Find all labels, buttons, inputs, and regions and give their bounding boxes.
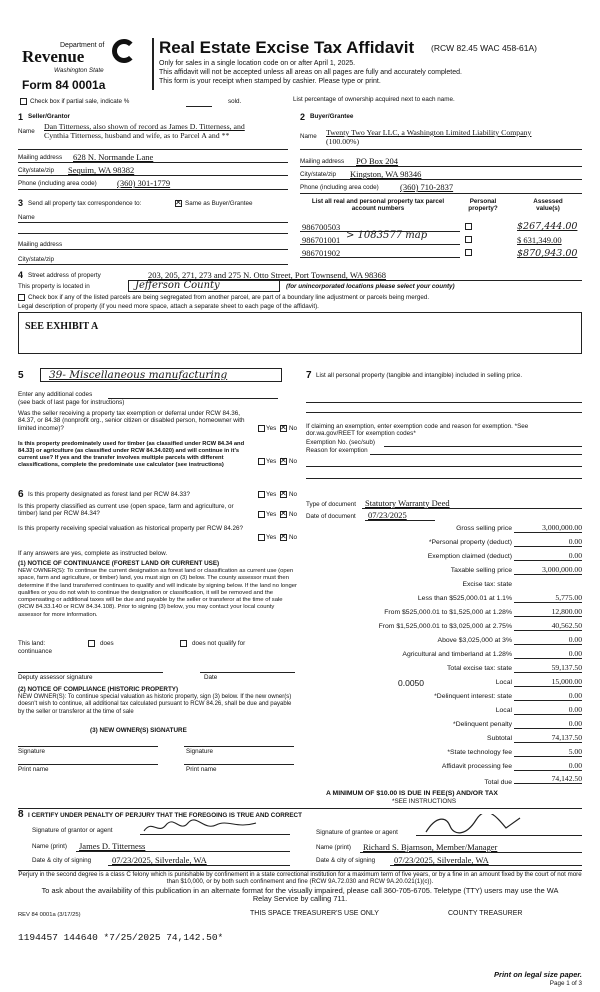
doc-type-label: Type of document	[306, 501, 357, 508]
street-address[interactable]: 203, 205, 271, 273 and 275 N. Otto Street, Port Townsend, WA 98368	[148, 270, 387, 280]
buyer-name-line2[interactable]: (100.00%)	[326, 137, 360, 146]
correspondence-label: Send all property tax correspondence to:	[28, 200, 142, 207]
tax-row-label: Gross selling price	[456, 525, 512, 532]
penalty-label: *Delinquent penalty	[453, 721, 512, 728]
notice-continuance-text: NEW OWNER(S): To continue the current designation as forest land or classification as current use (open space, farm and agriculture, or timber) land, you must sign on (3) below. The county assessor must then determine if the land transferred continues to qualify and will indicate by signing below. If the land no longer qualifies or you do not wish to continue the designation or classification, it will be removed and the compensating or additional taxes will be due and payable by the seller or transferor at the time of sale (RCW 84.33.140 or RCW 84.34.108). Prior to signing (3) below, you may contact your local county assessor for more information.	[18, 568, 297, 618]
logo-swirl-icon	[112, 39, 136, 63]
tax-row-value[interactable]: 3,000,000.00	[514, 566, 582, 575]
buyer-name-label: Name	[300, 133, 317, 140]
certify-heading: I CERTIFY UNDER PENALTY OF PERJURY THAT THE FOREGOING IS TRUE AND CORRECT	[28, 812, 302, 819]
new-owner-signature-heading: (3) NEW OWNER(S) SIGNATURE	[90, 727, 187, 734]
grantor-date-city[interactable]: 07/23/2025, Silverdale, WA	[112, 855, 207, 865]
corr-name-label: Name	[18, 214, 35, 221]
deputy-date-label: Date	[204, 674, 218, 681]
see-instructions-note: *SEE INSTRUCTIONS	[392, 798, 457, 805]
alternate-format-notice: To ask about the availability of this publication in an alternate format for the visually impaired, please call 360-705-6705. Teletype (TTY) users may use the WA Relay Service by calling 711.	[41, 886, 559, 904]
interest-label: *Delinquent interest: state	[434, 693, 512, 700]
personal-property-checkbox[interactable]	[465, 223, 472, 230]
tier-label: Less than $525,000.01 at 1.1%	[417, 595, 512, 602]
grantee-sig-label: Signature of grantee or agent	[316, 829, 398, 836]
legal-description-label: Legal description of property (if you need more space, attach a separate sheet to each page of the affidavit).	[18, 303, 319, 310]
forest-land-question: Is this property designated as forest land per RCW 84.33?	[28, 491, 191, 498]
new-owner-sig-label: Signature	[186, 748, 213, 755]
processing-fee-value[interactable]: 0.00	[514, 762, 582, 771]
tier-value[interactable]: 0.00	[514, 650, 582, 659]
exemption-no-label: Exemption No. (sec/sub)	[306, 439, 375, 446]
interest-local-label: Local	[495, 707, 512, 714]
yes-label: Yes	[266, 534, 277, 541]
parcel-number[interactable]: 986700503	[302, 222, 341, 232]
q6a-no-checkbox[interactable]	[280, 491, 287, 498]
grantee-name[interactable]: Richard S. Bjarnson, Member/Manager	[363, 842, 498, 852]
street-address-label: Street address of property	[28, 272, 101, 279]
q6c-no-checkbox[interactable]	[280, 534, 287, 541]
interest-value[interactable]: 0.00	[514, 692, 582, 701]
timber-question: Is this property predominately used for timber (as classified under RCW 84.34 and 84.33) or agriculture (as classified under RCW 84.34.020) and will continue in it's current use? If yes and the transfer involves multiple parcels with different classifications, complete the predominate use calculator (see instructions)	[18, 441, 245, 468]
partial-sale-label: Check box if partial sale, indicate %	[30, 98, 130, 105]
this-land-label: This land:	[18, 640, 46, 647]
buyer-name-line1[interactable]: Twenty Two Year LLC, a Washington Limited Liability Company	[326, 128, 532, 137]
seller-city-label: City/state/zip	[18, 167, 55, 174]
seller-heading: Seller/Grantor	[28, 113, 70, 120]
tier-label: Above $3,025,000 at 3%	[437, 637, 512, 644]
no-label: No	[289, 458, 298, 465]
yes-label: Yes	[266, 458, 277, 465]
new-owner-sig-label: Signature	[18, 748, 45, 755]
partial-sale-checkbox[interactable]	[20, 98, 27, 105]
seller-mail-label: Mailing address	[18, 154, 63, 161]
minimum-due-note: A MINIMUM OF $10.00 IS DUE IN FEE(S) AND/OR TAX	[326, 790, 498, 797]
parcel-number[interactable]: 986701001	[302, 235, 341, 245]
logo-revenue: Revenue	[22, 47, 85, 66]
logo-state: Washington State	[54, 67, 104, 74]
historic-question: Is this property receiving special valuation as historical property per RCW 84.26?	[18, 525, 244, 532]
header-line2: This affidavit will not be accepted unless all areas on all pages are fully and accurately completed.	[159, 69, 462, 76]
page-number: Page 1 of 3	[549, 980, 582, 987]
does-qualify-checkbox[interactable]	[88, 640, 95, 647]
land-use-code: 39- Miscellaneous manufacturing	[49, 369, 228, 381]
total-due-label: Total due	[484, 779, 512, 786]
exemption-reason-label: Reason for exemption	[306, 447, 368, 454]
personal-col-header: Personal property?	[468, 198, 498, 213]
grantor-name-label: Name (print)	[32, 843, 67, 850]
county-select[interactable]	[128, 280, 280, 292]
grantee-date-label: Date & city of signing	[316, 857, 376, 864]
personal-property-checkbox[interactable]	[465, 236, 472, 243]
tier-value[interactable]: 5,775.00	[514, 594, 582, 603]
grantor-sig-label: Signature of grantor or agent	[32, 827, 113, 834]
grantor-signature[interactable]	[140, 819, 290, 835]
exemption-claim-label: If claiming an exemption, enter exemption code and reason for exemption. *See dor.wa.gov/REET for exemption codes*	[306, 423, 529, 438]
buyer-city[interactable]: Kingston, WA 98346	[350, 169, 422, 179]
see-back-note: (see back of last page for instructions)	[18, 399, 125, 406]
processing-fee-label: Affidavit processing fee	[441, 763, 512, 770]
q5a-no-checkbox[interactable]	[280, 425, 287, 432]
local-label: Local	[495, 679, 512, 686]
yes-label: Yes	[266, 491, 277, 498]
personal-property-list-label: List all personal property (tangible and intangible) included in selling price.	[316, 372, 523, 379]
deputy-assessor-label: Deputy assessor signature	[18, 674, 93, 681]
legal-description-box[interactable]	[18, 312, 582, 354]
no-label: No	[289, 511, 298, 518]
grantor-name[interactable]: James D. Titterness	[79, 841, 146, 851]
buyer-phone[interactable]: (360) 710-2837	[400, 182, 454, 192]
header-line1: Only for sales in a single location code on or after April 1, 2025.	[159, 60, 356, 67]
tier-label: From $1,525,000.01 to $3,025,000 at 2.75%	[378, 623, 512, 630]
doc-type[interactable]: Statutory Warranty Deed	[365, 498, 450, 508]
parcel-number[interactable]: 986701902	[302, 248, 341, 258]
q5a-yes-checkbox[interactable]	[258, 425, 265, 432]
dor-logo	[18, 38, 146, 98]
buyer-city-label: City/state/zip	[300, 171, 337, 178]
cashier-stamp: 1194457 144640 *7/25/2025 74,142.50*	[18, 932, 224, 943]
additional-codes-label: Enter any additional codes	[18, 391, 93, 398]
doc-date-label: Date of document	[306, 513, 356, 520]
notice-continuance-heading: (1) NOTICE OF CONTINUANCE (FOREST LAND OR CURRENT USE)	[18, 560, 220, 567]
q5b-yes-checkbox[interactable]	[258, 458, 265, 465]
no-label: No	[289, 425, 298, 432]
revision-label: REV 84 0001a (3/17/25)	[18, 912, 81, 918]
ownership-note: List percentage of ownership acquired next to each name.	[293, 96, 455, 103]
unincorporated-note: (for unincorporated locations please select your county)	[286, 283, 455, 290]
seller-name-line2[interactable]: Cynthia Titterness, husband and wife, as to Parcel A and **	[44, 131, 230, 140]
parcel-col-header: List all real and personal property tax parcel account numbers	[311, 198, 445, 213]
logo-dept: Department of	[60, 42, 105, 49]
assessed-value[interactable]: $870,943.00	[517, 248, 578, 259]
perjury-notice: Perjury in the second degree is a class C felony which is punishable by confinement in a state correctional institution for a maximum term of five years, or by a fine in an amount fixed by the court of not more than $10,000, or by both such confinement and fine (RCW 9A.72.030 and RCW 9A.20.021(1)(c)).	[18, 871, 582, 885]
grantor-date-label: Date & city of signing	[32, 857, 92, 864]
tax-row-label: *Personal property (deduct)	[428, 539, 512, 546]
legal-description-value: SEE EXHIBIT A	[25, 321, 99, 332]
seller-exemption-question: Was the seller receiving a property tax exemption or deferral under RCW 84.36, 84.37, or 84.38 (nonprofit org., senior citizen or disabled person, homeowner with limited income)?	[18, 410, 245, 432]
tier-value[interactable]: 0.00	[514, 636, 582, 645]
sold-label: sold.	[228, 98, 242, 105]
header-line3: This form is your receipt when stamped by cashier. Please type or print.	[159, 78, 381, 85]
interest-local-value[interactable]: 0.00	[514, 706, 582, 715]
notice-compliance-text: NEW OWNER(S): To continue special valuation as historic property, sign (3) below. If the new owner(s) doesn't wish to continue, all additional tax calculated pursuant to RCW 84.26, shall be due and payable by the seller or transferor at the time of sale	[18, 694, 292, 715]
current-use-question: Is this property classified as current use (open space, farm and agriculture, or timber) land per RCW 84.34?	[18, 503, 234, 518]
grantee-signature-scribble-icon	[416, 814, 526, 836]
total-state-label: Total excise tax: state	[447, 665, 512, 672]
tax-row-value[interactable]: 0.00	[514, 538, 582, 547]
penalty-value[interactable]: 0.00	[514, 720, 582, 729]
q5b-no-checkbox[interactable]	[280, 458, 287, 465]
assessed-value[interactable]: $ 631,349.00	[517, 235, 562, 245]
yes-label: Yes	[266, 511, 277, 518]
does-not-label: does not qualify for	[192, 640, 246, 647]
local-value[interactable]: 15,000.00	[514, 678, 582, 687]
local-rate[interactable]: 0.0050	[398, 678, 424, 688]
no-label: No	[289, 491, 298, 498]
tech-fee-value[interactable]: 5.00	[514, 748, 582, 757]
q6b-yes-checkbox[interactable]	[258, 511, 265, 518]
corr-city-label: City/state/zip	[18, 256, 55, 263]
land-use-code-box[interactable]	[40, 368, 282, 382]
seller-city[interactable]: Sequim, WA 98382	[68, 165, 135, 175]
tier-value[interactable]: 40,562.50	[514, 622, 582, 631]
seller-phone-label: Phone (including area code)	[18, 180, 97, 187]
tier-label: Agricultural and timberland at 1.28%	[402, 651, 512, 658]
tax-row-label: Taxable selling price	[450, 567, 512, 574]
grantee-date-city[interactable]: 07/23/2025, Silverdale, WA	[394, 855, 489, 865]
tier-value[interactable]: 12,800.00	[514, 608, 582, 617]
segregation-checkbox[interactable]	[18, 294, 25, 301]
does-not-qualify-checkbox[interactable]	[180, 640, 187, 647]
located-in-label: This property is located in	[18, 283, 90, 290]
treasurer-use-label: THIS SPACE TREASURER'S USE ONLY	[250, 910, 379, 917]
seller-mail[interactable]: 628 N. Normande Lane	[73, 152, 154, 162]
form-title: Real Estate Excise Tax Affidavit	[159, 38, 415, 57]
form-statute: (RCW 82.45 WAC 458-61A)	[431, 43, 537, 53]
q6b-no-checkbox[interactable]	[280, 511, 287, 518]
excise-state-label: Excise tax: state	[462, 581, 512, 588]
personal-property-checkbox[interactable]	[465, 249, 472, 256]
doc-date[interactable]: 07/23/2025	[368, 510, 407, 520]
tech-fee-label: *State technology fee	[447, 749, 512, 756]
same-as-buyer-checkbox[interactable]	[175, 200, 182, 207]
assessed-value[interactable]: $267,444.00	[517, 221, 578, 232]
legal-size-note: Print on legal size paper.	[494, 970, 582, 979]
county-treasurer-label: COUNTY TREASURER	[448, 910, 523, 917]
corr-mail-label: Mailing address	[18, 241, 63, 248]
buyer-phone-label: Phone (including area code)	[300, 184, 379, 191]
seller-name-label: Name	[18, 128, 35, 135]
handwritten-map-note: > 1083577 map	[346, 230, 428, 241]
tax-row-label: Exemption claimed (deduct)	[427, 553, 512, 560]
grantee-signature[interactable]	[416, 814, 582, 836]
new-owner-print-label: Print name	[186, 766, 217, 773]
subtotal-label: Subtotal	[487, 735, 512, 742]
county-value: Jefferson County	[135, 280, 220, 291]
yes-label: Yes	[266, 425, 277, 432]
new-owner-print-label: Print name	[18, 766, 49, 773]
form-number: Form 84 0001a	[22, 78, 106, 92]
tax-row-value[interactable]: 0.00	[514, 552, 582, 561]
grantee-name-label: Name (print)	[316, 844, 351, 851]
buyer-heading: Buyer/Grantee	[310, 113, 354, 120]
grantor-signature-scribble-icon	[140, 819, 260, 835]
notice-compliance-heading: (2) NOTICE OF COMPLIANCE (HISTORIC PROPERTY)	[18, 686, 179, 693]
same-as-buyer-label: Same as Buyer/Grantee	[185, 200, 253, 207]
no-label: No	[289, 534, 298, 541]
tier-label: From $525,000.01 to $1,525,000 at 1.28%	[384, 609, 512, 616]
segregation-label: Check box if any of the listed parcels are being segregated from another parcel, are part of a boundary line adjustment or parcels being merged.	[28, 294, 430, 301]
seller-phone[interactable]: (360) 301-1779	[117, 178, 171, 188]
total-state-value[interactable]: 59,137.50	[514, 664, 582, 673]
tax-row-value[interactable]: 3,000,000.00	[514, 524, 582, 533]
assessed-col-header: Assessed value(s)	[533, 198, 563, 213]
does-label: does	[100, 640, 114, 647]
q6c-yes-checkbox[interactable]	[258, 534, 265, 541]
seller-name-line1[interactable]: Dan Titterness, also shown of record as James D. Titterness, and	[44, 122, 245, 131]
subtotal-value[interactable]: 74,137.50	[514, 734, 582, 743]
total-due-value[interactable]: 74,142.50	[514, 775, 582, 784]
buyer-mail-label: Mailing address	[300, 158, 345, 165]
if-any-yes-note: If any answers are yes, complete as instructed below.	[18, 550, 168, 557]
continuance-label: continuance	[18, 648, 52, 655]
q6a-yes-checkbox[interactable]	[258, 491, 265, 498]
buyer-mail[interactable]: PO Box 204	[356, 156, 399, 166]
